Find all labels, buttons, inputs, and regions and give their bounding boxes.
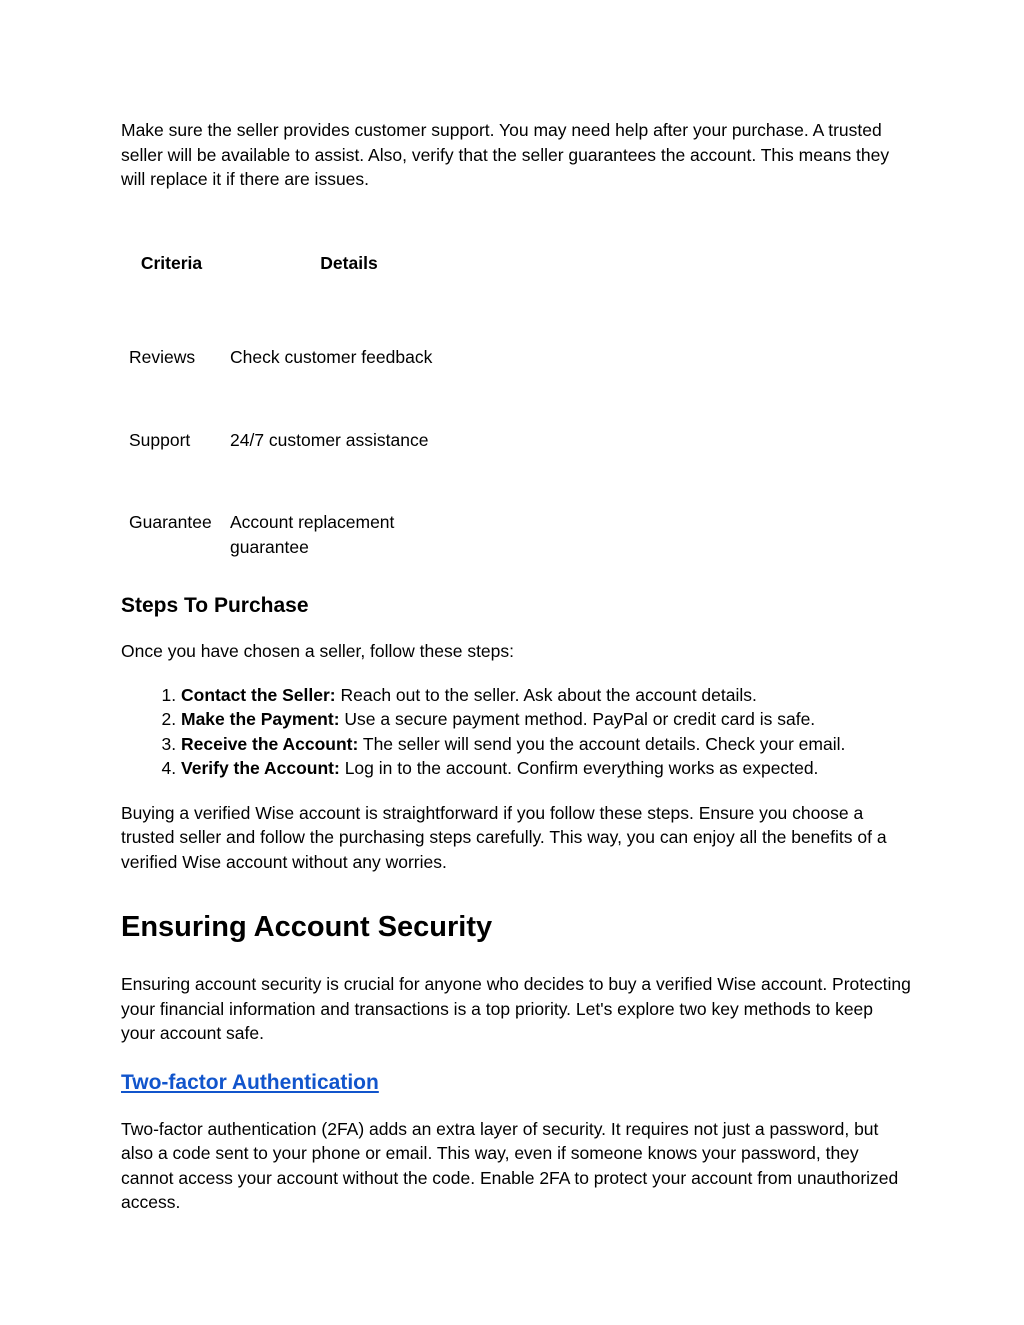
step-label: Contact the Seller: xyxy=(181,684,336,705)
table-header-details: Details xyxy=(320,252,378,273)
table-cell-details: Check customer feedback xyxy=(230,347,433,367)
twofa-paragraph: Two-factor authentication (2FA) adds an extra layer of security. It requires not just a password, but also a code sent to your phone or email. This way, even if someone knows your password, they cannot access your account without the code. Enable 2FA to protect your account from unauthorized access. xyxy=(121,1118,899,1212)
step-text: Log in to the account. Confirm everything works as expected. xyxy=(339,758,819,778)
table-header-criteria: Criteria xyxy=(140,252,203,273)
steps-intro-paragraph: Once you have chosen a seller, follow these steps: xyxy=(121,641,515,661)
table-cell-criteria: Support xyxy=(129,429,191,450)
table-cell-criteria: Guarantee xyxy=(129,512,212,532)
step-label: Receive the Account: xyxy=(181,733,359,754)
table-row xyxy=(121,428,476,453)
twofa-heading xyxy=(121,1070,911,1096)
step-label: Verify the Account: xyxy=(181,758,340,778)
table-cell-details: 24/7 customer assistance xyxy=(230,429,429,450)
criteria-table xyxy=(121,239,476,560)
step-label: Make the Payment: xyxy=(181,709,340,729)
step-text: The seller will send you the account details. Check your email. xyxy=(358,733,846,754)
list-item xyxy=(181,732,911,757)
security-paragraph: Ensuring account security is crucial for anyone who decides to buy a verified Wise account. Protecting your financial information and transactions is a top priority. Let's explore two key methods to keep your account safe. xyxy=(121,974,911,1043)
security-heading: Ensuring Account Security xyxy=(121,911,493,943)
document-page xyxy=(121,118,911,1215)
intro-paragraph: Make sure the seller provides customer support. You may need help after your purchase. A trusted seller will be available to assist. Also, verify that the seller guarantees the account. This means they will replace it if there are issues. xyxy=(121,120,890,189)
steps-heading: Steps To Purchase xyxy=(121,594,309,617)
twofa-heading-link[interactable]: Two-factor Authentication xyxy=(121,1070,379,1094)
list-item xyxy=(181,707,911,732)
steps-outro-paragraph: Buying a verified Wise account is straightforward if you follow these steps. Ensure you choose a trusted seller and follow the purchasing steps carefully. This way, you can enjoy all the benefits of a verified Wise account without any worries. xyxy=(121,802,887,872)
step-text: Reach out to the seller. Ask about the account details. xyxy=(335,684,757,705)
list-item xyxy=(181,683,911,708)
table-cell-criteria: Reviews xyxy=(129,347,196,367)
table-cell-details: Account replacement guarantee xyxy=(230,512,395,557)
table-row xyxy=(121,510,476,559)
list-item xyxy=(181,756,911,781)
step-text: Use a secure payment method. PayPal or credit card is safe. xyxy=(339,709,816,729)
steps-list xyxy=(121,683,911,781)
table-row xyxy=(121,345,476,370)
table-header-row xyxy=(121,239,476,288)
